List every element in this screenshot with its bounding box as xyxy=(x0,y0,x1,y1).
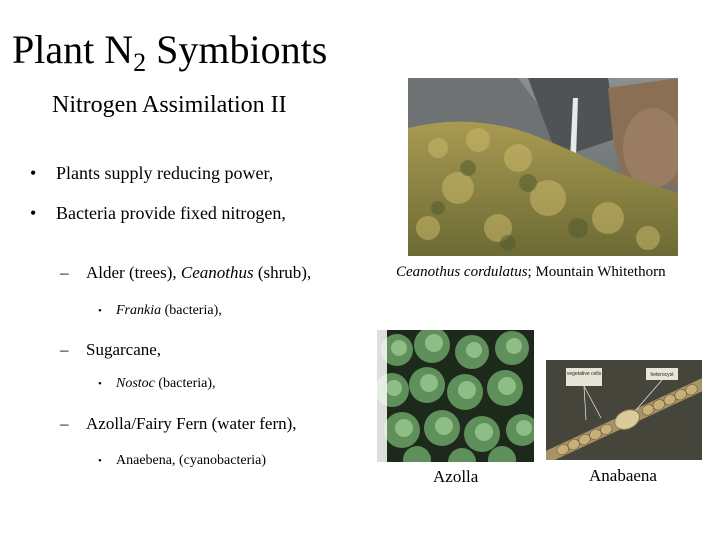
example-item xyxy=(60,263,311,283)
ceanothus-caption xyxy=(396,264,666,281)
bullet-item xyxy=(30,203,286,224)
example-detail xyxy=(98,303,222,319)
slide-subtitle: Nitrogen Assimilation II xyxy=(52,92,287,118)
example-text: Azolla/Fairy Fern (water fern), xyxy=(86,414,297,433)
bullet-marker: • xyxy=(30,163,37,183)
azolla-photo-graphic xyxy=(377,330,534,462)
example-marker: – xyxy=(60,340,69,359)
anabaena-photo-graphic xyxy=(546,360,702,460)
example-text: Sugarcane, xyxy=(86,340,162,359)
detail-italic: Frankia xyxy=(116,303,162,318)
caption-text: ; Mountain Whitethorn xyxy=(527,264,666,280)
ceanothus-photo-graphic xyxy=(408,78,678,256)
bullet-text: Bacteria provide fixed nitrogen, xyxy=(56,203,286,223)
bullet-text: Plants supply reducing power, xyxy=(56,163,274,183)
title-main: Plant N xyxy=(12,27,134,72)
example-detail xyxy=(98,453,266,469)
detail-marker: • xyxy=(98,455,102,467)
anabaena-caption: Anabaena xyxy=(589,466,657,485)
azolla-caption: Azolla xyxy=(433,467,479,486)
detail-text: (bacteria), xyxy=(154,376,216,391)
detail-text: (bacteria), xyxy=(161,303,222,318)
slide-title xyxy=(12,27,328,77)
detail-text: Anaebena, (cyanobacteria) xyxy=(116,453,267,468)
example-marker: – xyxy=(60,263,69,282)
example-text: (shrub), xyxy=(253,263,312,282)
bullet-item xyxy=(30,163,273,184)
example-detail xyxy=(98,376,216,392)
anabaena-photo xyxy=(546,360,702,460)
example-item xyxy=(60,414,297,434)
example-marker: – xyxy=(60,414,69,433)
detail-marker: • xyxy=(98,378,102,390)
ceanothus-photo xyxy=(408,78,678,256)
detail-italic: Nostoc xyxy=(116,376,155,391)
example-item xyxy=(60,340,161,360)
example-text: Alder (trees), xyxy=(86,263,181,282)
heterocyst-label: heterocyst xyxy=(650,372,674,378)
title-subscript: 2 xyxy=(133,48,147,77)
detail-marker: • xyxy=(98,305,102,317)
caption-italic: Ceanothus cordulatus xyxy=(396,264,528,280)
example-italic: Ceanothus xyxy=(180,263,254,282)
azolla-photo xyxy=(377,330,534,462)
bullet-marker: • xyxy=(30,203,37,223)
title-rest: Symbionts xyxy=(146,27,328,72)
vegetative-cells-label: vegetative cells xyxy=(566,371,602,377)
